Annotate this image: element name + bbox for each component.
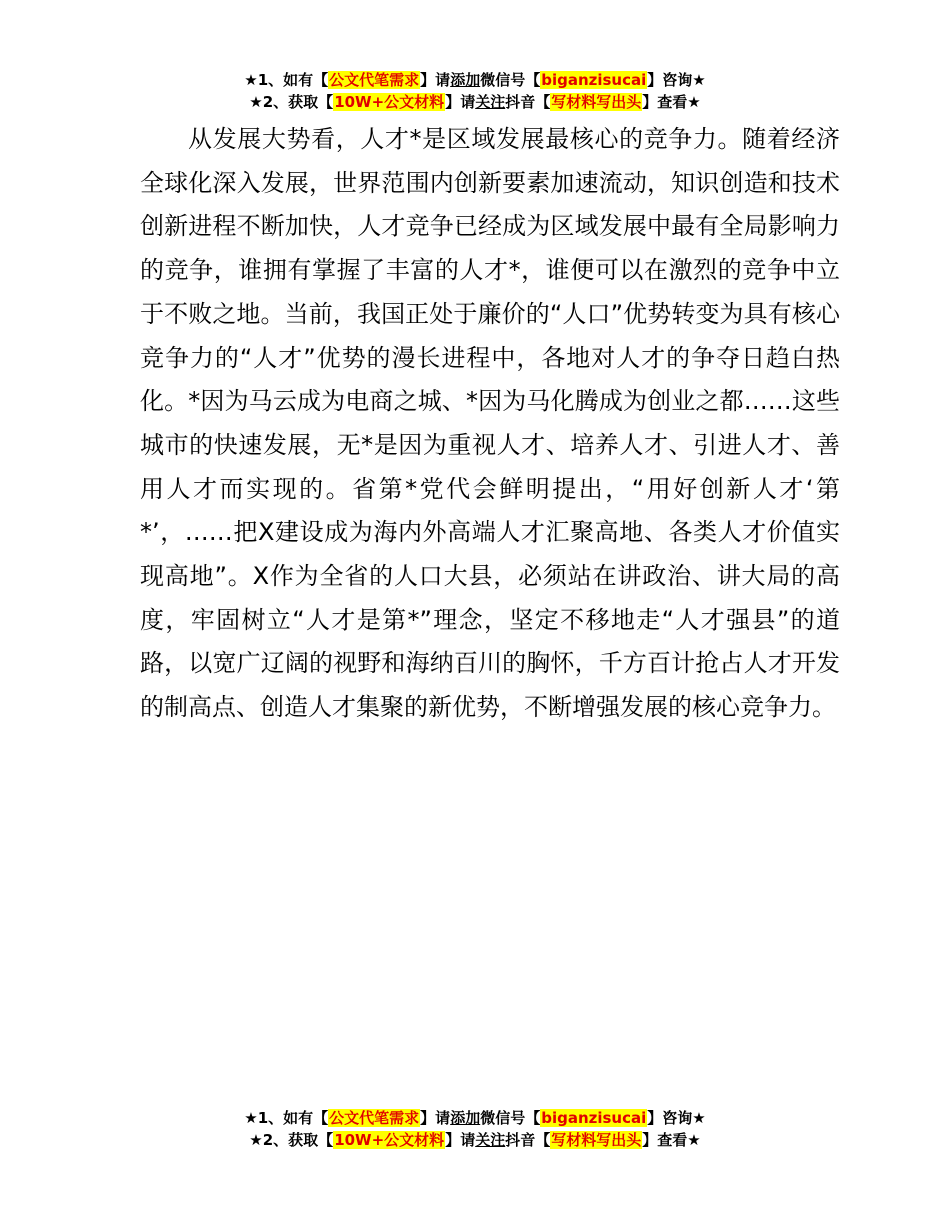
banner-text: 】咨询★ — [647, 1109, 706, 1127]
banner-underlined-text: 关注 — [475, 1131, 506, 1149]
banner-highlight-materials: 10W+公文材料 — [334, 1131, 445, 1149]
banner-highlight-douyin-account: 写材料写出头 — [551, 93, 642, 111]
banner-highlight-wechat-id: biganzisucai — [541, 71, 647, 89]
banner-highlight-douyin-account: 写材料写出头 — [551, 1131, 642, 1149]
banner-text: ★2、获取【 — [249, 1131, 334, 1149]
footer-banner — [0, 1107, 950, 1151]
banner-highlight-service: 公文代笔需求 — [329, 1109, 420, 1127]
article-paragraph: 从发展大势看，人才*是区域发展最核心的竞争力。随着经济全球化深入发展，世界范围内创新要素加速流动，知识创造和技术创新进程不断加快，人才竞争已经成为区域发展中最有全局影响力的竞争，谁拥有掌握了丰富的人才*，谁便可以在激烈的竞争中立于不败之地。当前，我国正处于廉价的“人口”优势转变为具有核心竞争力的“人才”优势的漫长进程中，各地对人才的争夺日趋白热化。*因为马云成为电商之城、*因为马化腾成为创业之都……这些城市的快速发展，无*是因为重视人才、培养人才、引进人才、善用人才而实现的。省第*党代会鲜明提出，“用好创新人才‘第*’，……把X建设成为海内外高端人才汇聚高地、各类人才价值实现高地”。X作为全省的人口大县，必须站在讲政治、讲大局的高度，牢固树立“人才是第*”理念，坚定不移地走“人才强县”的道路，以宽广辽阔的视野和海纳百川的胸怀，千方百计抢占人才开发的制高点、创造人才集聚的新优势，不断增强发展的核心竞争力。 — [140, 125, 840, 722]
banner-text: 】请 — [445, 1131, 476, 1149]
banner-text: 】查看★ — [642, 1131, 701, 1149]
banner-text: 】查看★ — [642, 93, 701, 111]
banner-text: 】请 — [445, 93, 476, 111]
banner-highlight-materials: 10W+公文材料 — [334, 93, 445, 111]
banner-underlined-text: 关注 — [475, 93, 506, 111]
banner-text: 】请 — [420, 71, 451, 89]
banner-highlight-service: 公文代笔需求 — [329, 71, 420, 89]
banner-highlight-wechat-id: biganzisucai — [541, 1109, 647, 1127]
banner-text: 】咨询★ — [647, 71, 706, 89]
banner-text: 微信号【 — [480, 71, 541, 89]
footer-banner-line-1 — [0, 1107, 950, 1129]
header-banner-line-1 — [0, 69, 950, 91]
banner-underlined-text: 添加 — [450, 1109, 481, 1127]
banner-text: 】请 — [420, 1109, 451, 1127]
header-banner — [0, 69, 950, 113]
footer-banner-line-2 — [0, 1129, 950, 1151]
banner-text: 抖音【 — [505, 1131, 551, 1149]
banner-underlined-text: 添加 — [450, 71, 481, 89]
banner-text: 微信号【 — [480, 1109, 541, 1127]
article-body — [140, 118, 840, 730]
banner-text: ★1、如有【 — [244, 1109, 329, 1127]
banner-text: ★1、如有【 — [244, 71, 329, 89]
banner-text: 抖音【 — [505, 93, 551, 111]
banner-text: ★2、获取【 — [249, 93, 334, 111]
header-banner-line-2 — [0, 91, 950, 113]
